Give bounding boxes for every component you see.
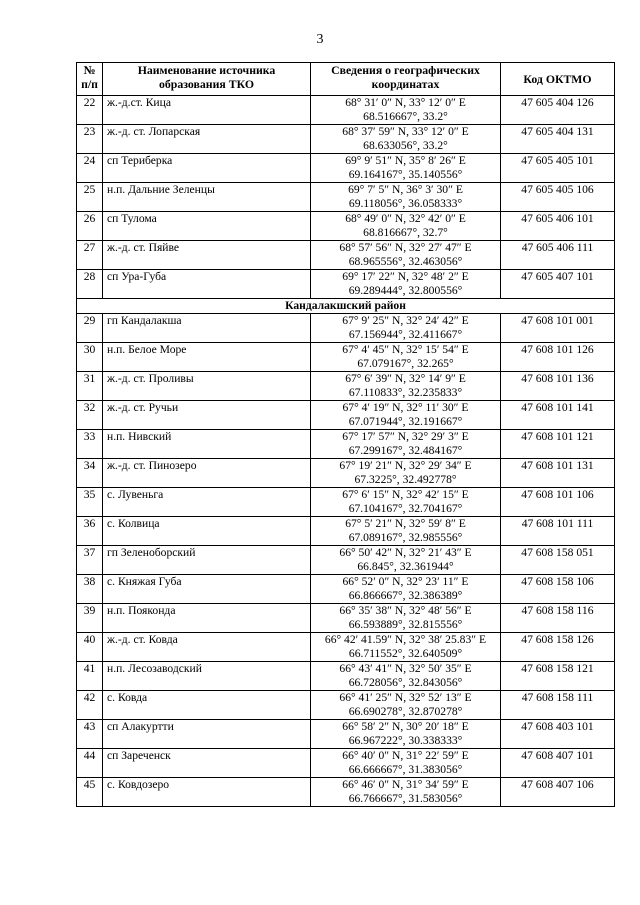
oktmo-code: 47 608 101 141 (501, 401, 615, 430)
oktmo-code: 47 608 403 101 (501, 720, 615, 749)
coordinates-decimal: 68.516667°, 33.2° (363, 110, 448, 123)
oktmo-code: 47 608 407 106 (501, 778, 615, 807)
coordinates-cell (311, 517, 501, 546)
row-number: 36 (77, 517, 103, 546)
oktmo-code: 47 605 407 101 (501, 270, 615, 299)
table-row (77, 96, 615, 125)
source-name: ж.-д. ст. Проливы (103, 372, 311, 401)
source-name: гп Кандалакша (103, 314, 311, 343)
coordinates-cell (311, 430, 501, 459)
source-name: ж.-д. ст. Пинозеро (103, 459, 311, 488)
coordinates-decimal: 68.816667°, 32.7° (363, 226, 448, 239)
table-header-row (77, 63, 615, 96)
coordinates-cell (311, 154, 501, 183)
coordinates-decimal: 67.156944°, 32.411667° (348, 328, 463, 341)
coordinates-dms: 69° 17′ 22″ N, 32° 48′ 2″ E (342, 270, 469, 283)
oktmo-code: 47 608 101 106 (501, 488, 615, 517)
table-row (77, 401, 615, 430)
table-row (77, 154, 615, 183)
oktmo-code: 47 608 407 101 (501, 749, 615, 778)
row-number: 45 (77, 778, 103, 807)
coordinates-decimal: 66.845°, 32.361944° (357, 560, 454, 573)
coordinates-dms: 69° 7′ 5″ N, 36° 3′ 30″ E (348, 183, 463, 196)
table-row (77, 691, 615, 720)
coordinates-dms: 66° 42′ 41.59″ N, 32° 38′ 25.83″ E (324, 633, 487, 646)
coordinates-dms: 67° 6′ 15″ N, 32° 42′ 15″ E (342, 488, 469, 501)
coordinates-cell (311, 270, 501, 299)
source-name: н.п. Дальние Зеленцы (103, 183, 311, 212)
coordinates-cell (311, 372, 501, 401)
coordinates-dms: 68° 49′ 0″ N, 32° 42′ 0″ E (345, 212, 466, 225)
source-name: ж.-д. ст. Пяйве (103, 241, 311, 270)
table-row (77, 575, 615, 604)
source-name: с. Ковдозеро (103, 778, 311, 807)
coordinates-cell (311, 314, 501, 343)
source-name: ж.-д. ст. Ковда (103, 633, 311, 662)
table-row (77, 270, 615, 299)
page-number: 3 (316, 32, 324, 47)
source-name: сп Зареченск (103, 749, 311, 778)
coordinates-decimal: 67.299167°, 32.484167° (348, 444, 463, 457)
coordinates-dms: 66° 40′ 0″ N, 31° 22′ 59″ E (342, 749, 469, 762)
row-number: 25 (77, 183, 103, 212)
oktmo-code: 47 608 101 136 (501, 372, 615, 401)
source-name: с. Ковда (103, 691, 311, 720)
coordinates-decimal: 67.3225°, 32.492778° (354, 473, 457, 486)
coordinates-dms: 66° 58′ 2″ N, 30° 20′ 18″ E (342, 720, 469, 733)
row-number: 40 (77, 633, 103, 662)
row-number: 23 (77, 125, 103, 154)
coordinates-dms: 67° 4′ 45″ N, 32° 15′ 54″ E (342, 343, 469, 356)
coordinates-cell (311, 662, 501, 691)
coordinates-dms: 67° 19′ 21″ N, 32° 29′ 34″ E (339, 459, 472, 472)
coordinates-decimal: 66.593889°, 32.815556° (348, 618, 463, 631)
table-row (77, 488, 615, 517)
source-name: сп Териберка (103, 154, 311, 183)
oktmo-code: 47 608 158 121 (501, 662, 615, 691)
table-row (77, 633, 615, 662)
oktmo-code: 47 605 405 106 (501, 183, 615, 212)
coordinates-cell (311, 125, 501, 154)
table-row (77, 662, 615, 691)
table-row (77, 372, 615, 401)
source-name: с. Лувеньга (103, 488, 311, 517)
source-name: ж.-д. ст. Лопарская (103, 125, 311, 154)
row-number: 28 (77, 270, 103, 299)
coordinates-decimal: 67.089167°, 32.985556° (348, 531, 463, 544)
oktmo-code: 47 608 158 106 (501, 575, 615, 604)
coordinates-decimal: 67.104167°, 32.704167° (348, 502, 463, 515)
source-name: сп Алакуртти (103, 720, 311, 749)
coordinates-cell (311, 401, 501, 430)
oktmo-code: 47 608 101 001 (501, 314, 615, 343)
oktmo-code: 47 608 101 131 (501, 459, 615, 488)
table-row (77, 430, 615, 459)
table-row (77, 459, 615, 488)
coordinates-cell (311, 241, 501, 270)
source-name: с. Княжая Губа (103, 575, 311, 604)
coordinates-cell (311, 575, 501, 604)
row-number: 44 (77, 749, 103, 778)
source-name: с. Колвица (103, 517, 311, 546)
coordinates-decimal: 68.633056°, 33.2° (363, 139, 448, 152)
source-name: гп Зеленоборский (103, 546, 311, 575)
coordinates-decimal: 66.728056°, 32.843056° (348, 676, 463, 689)
coordinates-cell (311, 778, 501, 807)
row-number: 43 (77, 720, 103, 749)
coordinates-decimal: 66.690278°, 32.870278° (348, 705, 463, 718)
coordinates-decimal: 67.071944°, 32.191667° (348, 415, 463, 428)
oktmo-code: 47 608 101 126 (501, 343, 615, 372)
coordinates-cell (311, 546, 501, 575)
table-row (77, 241, 615, 270)
coordinates-decimal: 66.967222°, 30.338333° (348, 734, 463, 747)
oktmo-code: 47 608 158 126 (501, 633, 615, 662)
row-number: 37 (77, 546, 103, 575)
row-number: 38 (77, 575, 103, 604)
oktmo-code: 47 608 158 051 (501, 546, 615, 575)
oktmo-code: 47 608 158 111 (501, 691, 615, 720)
oktmo-code: 47 608 158 116 (501, 604, 615, 633)
coordinates-cell (311, 459, 501, 488)
source-name: н.п. Лесозаводский (103, 662, 311, 691)
source-name: н.п. Белое Море (103, 343, 311, 372)
source-name: сп Ура-Губа (103, 270, 311, 299)
coordinates-cell (311, 343, 501, 372)
oktmo-code: 47 605 404 126 (501, 96, 615, 125)
oktmo-code: 47 608 101 121 (501, 430, 615, 459)
coordinates-dms: 67° 17′ 57″ N, 32° 29′ 3″ E (342, 430, 469, 443)
source-name: ж.-д. ст. Ручьи (103, 401, 311, 430)
header-name: Наименование источника образования ТКО (103, 63, 311, 96)
coordinates-cell (311, 691, 501, 720)
table-row (77, 546, 615, 575)
coordinates-dms: 66° 50′ 42″ N, 32° 21′ 43″ E (339, 546, 472, 559)
coordinates-dms: 66° 46′ 0″ N, 31° 34′ 59″ E (342, 778, 469, 791)
coordinates-cell (311, 633, 501, 662)
row-number: 30 (77, 343, 103, 372)
table-body-murmansk (77, 96, 615, 299)
coordinates-dms: 67° 6′ 39″ N, 32° 14′ 9″ E (345, 372, 466, 385)
coordinates-dms: 68° 37′ 59″ N, 33° 12′ 0″ E (342, 125, 469, 138)
coordinates-dms: 67° 9′ 25″ N, 32° 24′ 42″ E (342, 314, 469, 327)
table-row (77, 125, 615, 154)
header-oktmo: Код ОКТМО (501, 63, 615, 96)
section-row-group (77, 299, 615, 314)
source-name: сп Тулома (103, 212, 311, 241)
coordinates-decimal: 66.711552°, 32.640509° (348, 647, 463, 660)
coordinates-cell (311, 212, 501, 241)
oktmo-code: 47 605 406 101 (501, 212, 615, 241)
row-number: 31 (77, 372, 103, 401)
table-row (77, 183, 615, 212)
row-number: 27 (77, 241, 103, 270)
row-number: 32 (77, 401, 103, 430)
row-number: 34 (77, 459, 103, 488)
coordinates-dms: 66° 35′ 38″ N, 32° 48′ 56″ E (339, 604, 472, 617)
row-number: 41 (77, 662, 103, 691)
coordinates-dms: 67° 5′ 21″ N, 32° 59′ 8″ E (345, 517, 466, 530)
coordinates-dms: 68° 57′ 56″ N, 32° 27′ 47″ E (339, 241, 472, 254)
table-row (77, 343, 615, 372)
coordinates-decimal: 69.289444°, 32.800556° (348, 284, 463, 297)
table-row (77, 517, 615, 546)
coordinates-cell (311, 720, 501, 749)
table-row (77, 314, 615, 343)
coordinates-cell (311, 604, 501, 633)
row-number: 42 (77, 691, 103, 720)
oktmo-code: 47 605 404 131 (501, 125, 615, 154)
table-row (77, 778, 615, 807)
row-number: 35 (77, 488, 103, 517)
coordinates-decimal: 69.164167°, 35.140556° (348, 168, 463, 181)
table-row (77, 749, 615, 778)
row-number: 39 (77, 604, 103, 633)
coordinates-decimal: 67.110833°, 32.235833° (348, 386, 463, 399)
coordinates-decimal: 66.766667°, 31.583056° (348, 792, 463, 805)
coordinates-decimal: 68.965556°, 32.463056° (348, 255, 463, 268)
source-name: н.п. Пояконда (103, 604, 311, 633)
coordinates-cell (311, 183, 501, 212)
sources-table (76, 62, 615, 807)
coordinates-dms: 66° 41′ 25″ N, 32° 52′ 13″ E (339, 691, 472, 704)
coordinates-dms: 69° 9′ 51″ N, 35° 8′ 26″ E (345, 154, 466, 167)
coordinates-decimal: 69.118056°, 36.058333° (348, 197, 463, 210)
coordinates-cell (311, 96, 501, 125)
table-row (77, 212, 615, 241)
row-number: 26 (77, 212, 103, 241)
table-row (77, 604, 615, 633)
section-row (77, 299, 615, 314)
oktmo-code: 47 605 405 101 (501, 154, 615, 183)
row-number: 33 (77, 430, 103, 459)
source-name: н.п. Нивский (103, 430, 311, 459)
coordinates-decimal: 66.666667°, 31.383056° (348, 763, 463, 776)
source-name: ж.-д.ст. Кица (103, 96, 311, 125)
coordinates-cell (311, 488, 501, 517)
coordinates-dms: 67° 4′ 19″ N, 32° 11′ 30″ E (342, 401, 469, 414)
row-number: 22 (77, 96, 103, 125)
coordinates-dms: 66° 43′ 41″ N, 32° 50′ 35″ E (339, 662, 472, 675)
oktmo-code: 47 608 101 111 (501, 517, 615, 546)
section-title: Кандалакшский район (77, 299, 615, 314)
coordinates-cell (311, 749, 501, 778)
table-row (77, 720, 615, 749)
coordinates-decimal: 67.079167°, 32.265° (357, 357, 454, 370)
row-number: 29 (77, 314, 103, 343)
row-number: 24 (77, 154, 103, 183)
coordinates-dms: 66° 52′ 0″ N, 32° 23′ 11″ E (342, 575, 469, 588)
header-coords: Сведения о географических координатах (311, 63, 501, 96)
header-num: № п/п (77, 63, 103, 96)
coordinates-decimal: 66.866667°, 32.386389° (348, 589, 463, 602)
coordinates-dms: 68° 31′ 0″ N, 33° 12′ 0″ E (345, 96, 466, 109)
oktmo-code: 47 605 406 111 (501, 241, 615, 270)
table-body-kandalaksha (77, 314, 615, 807)
